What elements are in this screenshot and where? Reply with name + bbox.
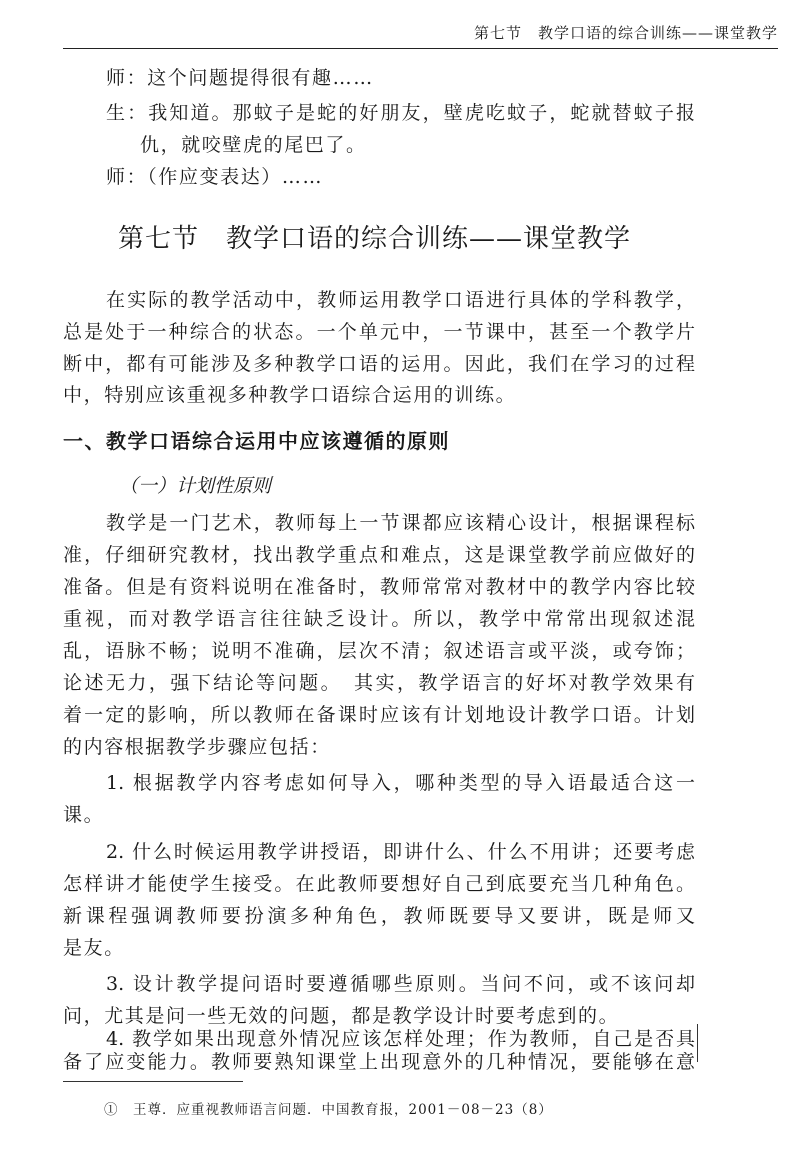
dialogue-line: 生：我知道。那蚊子是蛇的好朋友，壁虎吃蚊子，蛇就替蚊子报 xyxy=(106,102,695,124)
list-item-line: 2. 什么时候运用教学讲授语，即讲什么、什么不用讲；还要考虑 xyxy=(106,841,695,863)
list-item-line: 课。 xyxy=(63,804,105,826)
paragraph-line: 断中，都有可能涉及多种教学口语的运用。因此，我们在学习的过程 xyxy=(63,353,695,375)
footnote-separator xyxy=(63,1081,243,1082)
list-item-line: 备了应变能力。教师要熟知课堂上出现意外的几种情况，要能够在意 xyxy=(63,1051,695,1073)
paragraph-line: 论述无力，强下结论等问题。 其实，教学语言的好坏对教学效果有 xyxy=(63,672,695,694)
footnote: ① 王尊．应重视教师语言问题．中国教育报，2001－08－23（8） xyxy=(104,1102,553,1118)
paragraph-line: 总是处于一种综合的状态。一个单元中，一节课中，甚至一个教学片 xyxy=(63,321,695,343)
running-title: 第七节 教学口语的综合训练——课堂教学 xyxy=(473,24,778,42)
dialogue-line: 师：（作应变表达）…… xyxy=(106,166,324,188)
paragraph-line: 教学是一门艺术，教师每上一节课都应该精心设计，根据课程标 xyxy=(106,512,695,534)
list-item-line: 新课程强调教师要扮演多种角色，教师既要导又要讲，既是师又 xyxy=(63,905,695,927)
paragraph-line: 在实际的教学活动中，教师运用教学口语进行具体的学科教学， xyxy=(106,289,695,311)
running-header xyxy=(63,14,778,49)
paragraph-line: 准备。但是有资料说明在准备时，教师常常对教材中的教学内容比较 xyxy=(63,576,695,598)
dialogue-line: 师：这个问题提得很有趣…… xyxy=(106,67,374,89)
section-title: 第七节 教学口语的综合训练——课堂教学 xyxy=(118,224,632,254)
list-item-line: 是友。 xyxy=(63,937,125,959)
paragraph-line: 中，特别应该重视多种教学口语综合运用的训练。 xyxy=(63,384,517,406)
list-item-line: 问，尤其是问一些无效的问题，都是教学设计时要考虑到的。 xyxy=(63,1005,620,1027)
paragraph-line: 乱，语脉不畅；说明不准确，层次不清；叙述语言或平淡，或夸饰； xyxy=(63,640,695,662)
subheading-planning: （一）计划性原则 xyxy=(119,475,272,497)
list-item-line: 4. 教学如果出现意外情况应该怎样处理；作为教师，自己是否具 xyxy=(106,1028,695,1050)
paragraph-line: 准，仔细研究教材，找出教学重点和难点，这是课堂教学前应做好的 xyxy=(63,544,695,566)
dialogue-line: 仇，就咬壁虎的尾巴了。 xyxy=(140,134,367,156)
margin-rule xyxy=(697,1024,698,1062)
list-item-line: 怎样讲才能使学生接受。在此教师要想好自己到底要充当几种角色。 xyxy=(63,873,695,895)
paragraph-line: 着一定的影响，所以教师在备课时应该有计划地设计教学口语。计划 xyxy=(63,704,695,726)
list-item-line: 1. 根据教学内容考虑如何导入，哪种类型的导入语最适合这一 xyxy=(106,772,695,794)
paragraph-line: 重视，而对教学语言往往缺乏设计。所以，教学中常常出现叙述混 xyxy=(63,608,695,630)
paragraph-line: 的内容根据教学步骤应包括： xyxy=(63,736,331,758)
heading-principles: 一、教学口语综合运用中应该遵循的原则 xyxy=(63,429,450,453)
list-item-line: 3. 设计教学提问语时要遵循哪些原则。当问不问，或不该问却 xyxy=(106,973,695,995)
